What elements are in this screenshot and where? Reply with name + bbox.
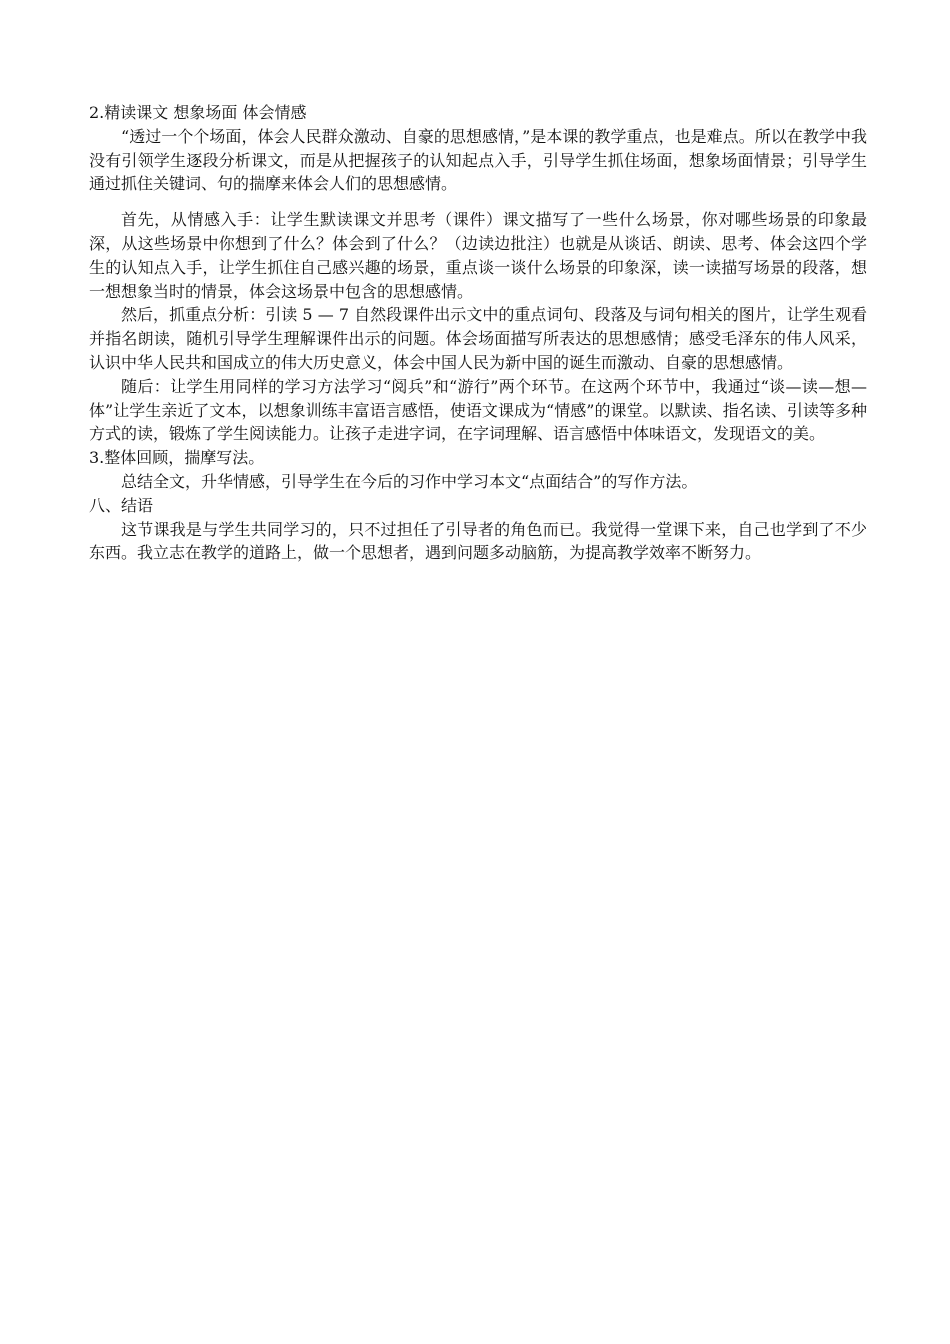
paragraph-first-emotion: 首先，从情感入手：让学生默读课文并思考（课件）课文描写了一些什么场景，你对哪些场景的印象最深，从这些场景中你想到了什么？体会到了什么？（边读边批注）也就是从谈话、朗读、思考、体会这四个学生的认知点入手，让学生抓住自己感兴趣的场景，重点谈一谈什么场景的印象深，读一读描写场景的段落，想一想想象当时的情景，体会这场景中包含的思想感情。 — [89, 210, 867, 301]
section-heading-intensive-reading: 2.精读课文 想象场面 体会情感 — [89, 103, 307, 122]
paragraph-then-key-analysis: 然后，抓重点分析：引读 5 — 7 自然段课件出示文中的重点词句、段落及与词句相关的图片，让学生观看并指名朗读，随机引导学生理解课件出示的问题。体会场面描写所表达的思想感情；感受毛泽东的伟人风采，认识中华人民共和国成立的伟大历史意义，体会中国人民为新中国的诞生而激动、自豪的思想感情。 — [89, 305, 867, 372]
section-heading-review: 3.整体回顾，揣摩写法。 — [89, 448, 265, 468]
paragraph-teaching-focus: “透过一个个场面，体会人民群众激动、自豪的思想感情，”是本课的教学重点，也是难点。所以在教学中我没有引领学生逐段分析课文，而是从把握孩子的认知起点入手，引导学生抓住场面，想象场面情景；引导学生通过抓住关键词、句的揣摩来体会人们的思想感情。 — [89, 126, 867, 194]
paragraph-summary: 总结全文，升华情感，引导学生在今后的习作中学习本文“点面结合”的写作方法。 — [121, 471, 698, 491]
paragraph-afterwards-parade: 随后：让学生用同样的学习方法学习“阅兵”和“游行”两个环节。在这两个环节中，我通过“谈—读—想—体”让学生亲近了文本，以想象训练丰富语言感悟，使语文课成为“情感”的课堂。以默读、指名读、引读等多种方式的读，锻炼了学生阅读能力。让孩子走进字词，在字词理解、语言感悟中体味语文，发现语文的美。 — [89, 376, 867, 444]
section-heading-conclusion: 八、结语 — [89, 495, 154, 515]
document-body — [89, 101, 867, 565]
paragraph-conclusion: 这节课我是与学生共同学习的，只不过担任了引导者的角色而已。我觉得一堂课下来，自己也学到了不少东西。我立志在教学的道路上，做一个思想者，遇到问题多动脑筋，为提高教学效率不断努力。 — [89, 519, 867, 563]
